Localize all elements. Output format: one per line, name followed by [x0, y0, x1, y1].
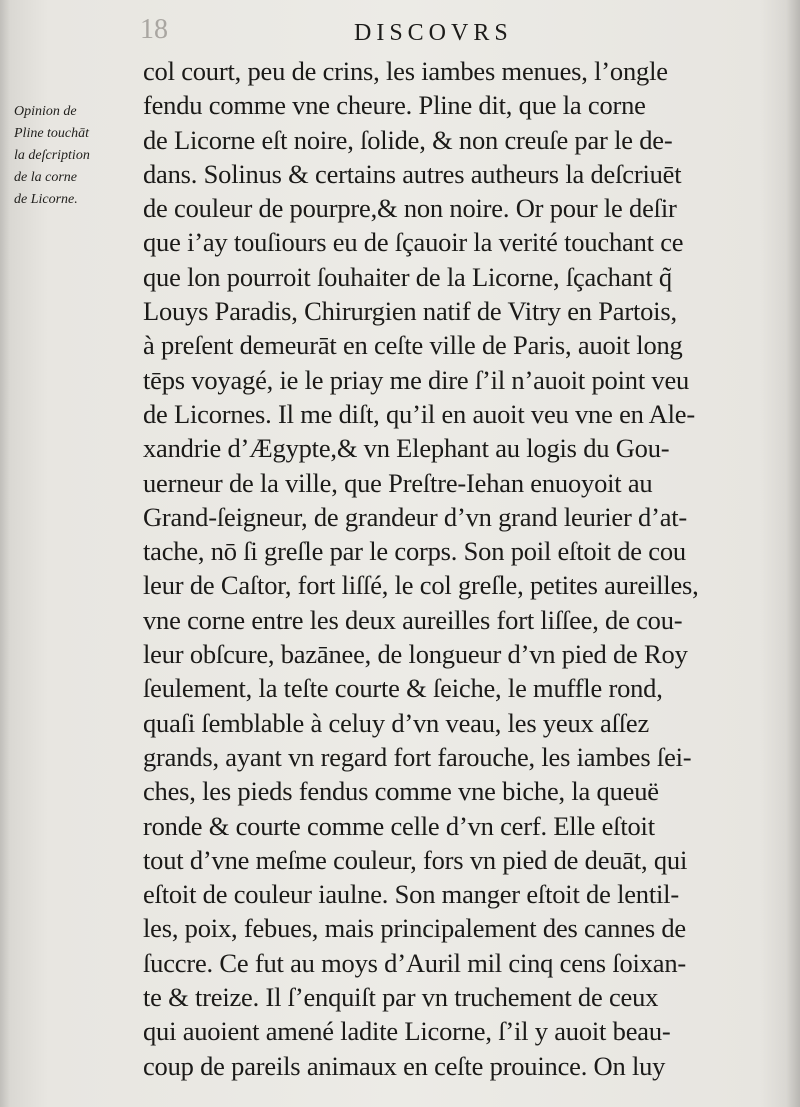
text-line: tout d’vne meſme couleur, fors vn pied de deuāt, qui: [143, 844, 688, 875]
page-number: 18: [140, 14, 168, 45]
text-line: à preſent demeurāt en ceſte ville de Paris, auoit long: [143, 330, 683, 361]
text-line: fendu comme vne cheure. Pline dit, que la corne: [143, 90, 646, 121]
text-line: ronde & courte comme celle d’vn cerf. Elle eſtoit: [143, 810, 655, 841]
text-line: xandrie d’Ægypte,& vn Elephant au logis du Gou-: [143, 433, 670, 464]
text-line: grands, ayant vn regard fort farouche, les iambes ſei-: [143, 741, 692, 772]
text-line: dans. Solinus & certains autres autheurs la deſcriuēt: [143, 158, 682, 189]
text-line: de Licornes. Il me diſt, qu’il en auoit veu vne en Ale-: [143, 398, 695, 429]
text-line: de couleur de pourpre,& non noire. Or pour le deſir: [143, 193, 677, 224]
page-edge-shadow-left: [0, 0, 10, 1107]
text-line: quaſi ſemblable à celuy d’vn veau, les yeux aſſez: [143, 707, 650, 738]
page-edge-shadow-right: [786, 0, 800, 1107]
text-line: vne corne entre les deux aureilles fort liſſee, de cou-: [143, 604, 683, 635]
text-line: de Licorne eſt noire, ſolide, & non creuſe par le de-: [143, 124, 673, 155]
margin-note: [14, 101, 139, 211]
text-line: coup de pareils animaux en ceſte prouince. On luy: [143, 1050, 666, 1081]
text-line: ſuccre. Ce fut au moys d’Auril mil cinq cens ſoixan-: [143, 947, 687, 978]
margin-note-line: de Licorne.: [14, 192, 78, 207]
margin-note-line: de la corne: [14, 170, 77, 185]
text-line: eſtoit de couleur iaulne. Son manger eſtoit de lentil-: [143, 879, 679, 910]
text-line: Grand-ſeigneur, de grandeur d’vn grand leurier d’at-: [143, 501, 688, 532]
margin-note-line: Pline touchāt: [14, 126, 90, 141]
text-line: te & treize. Il ſ’enquiſt par vn truchement de ceux: [143, 982, 659, 1013]
text-line: col court, peu de crins, les iambes menues, l’ongle: [143, 56, 668, 86]
text-line: tēps voyagé, ie le priay me dire ſ’il n’auoit point veu: [143, 364, 690, 395]
text-line: uerneur de la ville, que Preſtre-Iehan enuoyoit au: [143, 467, 653, 498]
text-line: ches, les pieds fendus comme vne biche, la queuë: [143, 776, 659, 807]
text-line: que i’ay touſiours eu de ſçauoir la verité touchant ce: [143, 227, 684, 258]
running-title: DISCOVRS: [354, 20, 513, 46]
text-line: ſeulement, la teſte courte & ſeiche, le muffle rond,: [143, 673, 663, 704]
text-line: tache, nō ſi greſle par le corps. Son poil eſtoit de cou: [143, 536, 686, 567]
body-text: [143, 54, 783, 1083]
text-line: que lon pourroit ſouhaiter de la Licorne, ſçachant q̃: [143, 261, 672, 292]
margin-note-line: Opinion de: [14, 104, 77, 119]
margin-note-line: la deſcription: [14, 148, 90, 163]
text-line: qui auoient amené ladite Licorne, ſ’il y auoit beau-: [143, 1016, 671, 1047]
text-line: Louys Paradis, Chirurgien natif de Vitry en Partois,: [143, 296, 677, 327]
text-line: leur obſcure, bazānee, de longueur d’vn pied de Roy: [143, 639, 688, 670]
text-line: leur de Caſtor, fort liſſé, le col greſle, petites aureilles,: [143, 570, 699, 601]
text-line: les, poix, febues, mais principalement des cannes de: [143, 913, 686, 944]
